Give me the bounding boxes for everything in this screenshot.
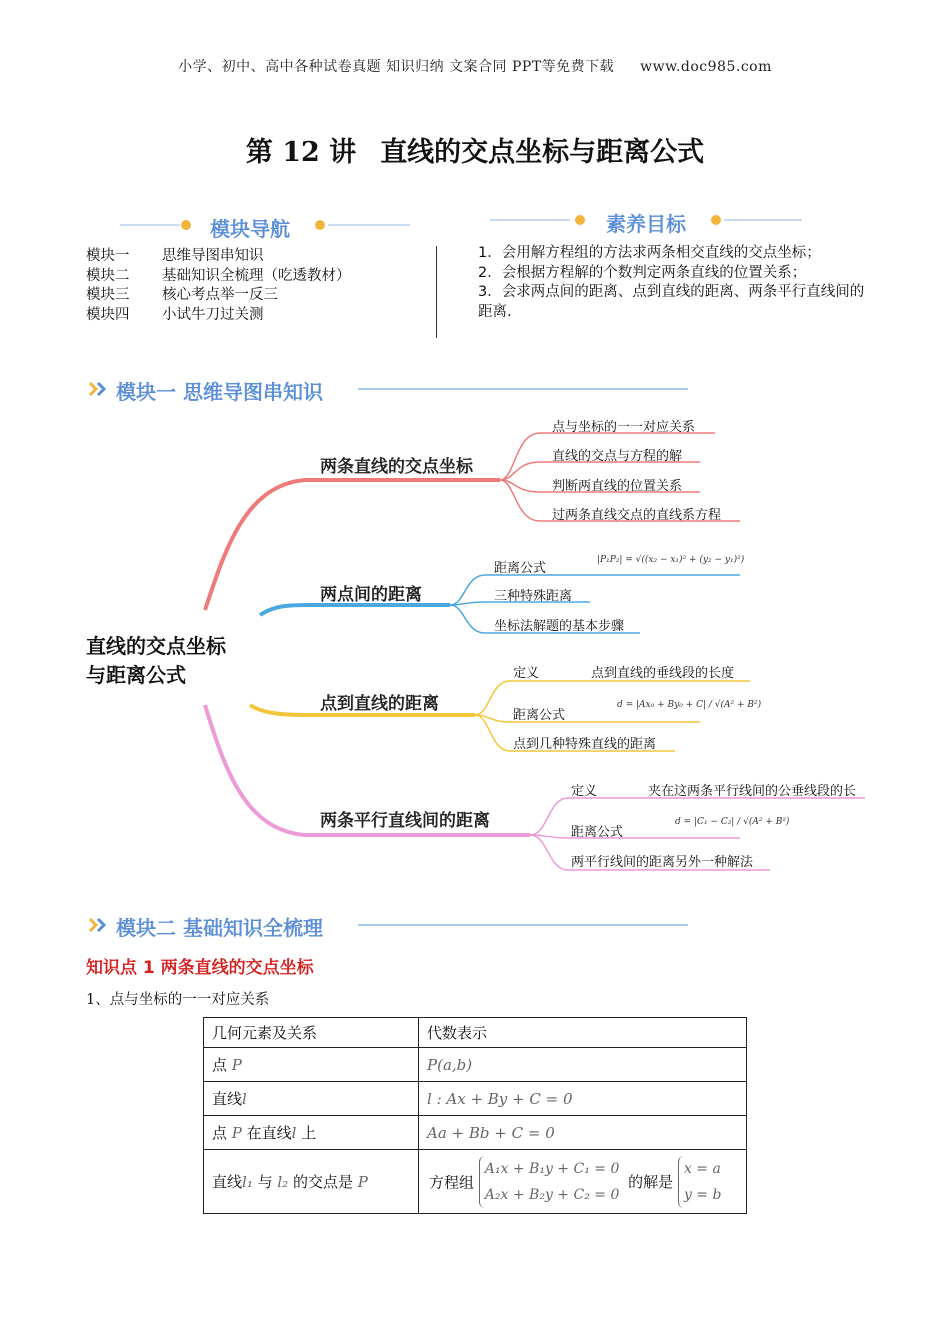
goal-item: 1．会用解方程组的方法求两条相交直线的交点坐标； [478,245,821,261]
b1-leaf: 过两条直线交点的直线系方程 [552,508,722,523]
table-cell: 点 P 在直线l 上 [204,1116,419,1150]
nav-dot-left-icon [181,220,191,230]
module1-title: 模块一 思维导图串知识 [116,380,323,404]
b1-leaf: 点与坐标的一一对应关系 [552,420,696,435]
nav-item[interactable]: 模块三 核心考点举一反三 [86,287,278,303]
b2-leaf: 坐标法解题的基本步骤 [494,619,625,634]
b1-leaf: 判断两直线的位置关系 [552,479,683,494]
branch4-label: 两条平行直线间的距离 [320,811,490,831]
b3-leaf: 定义 [513,666,540,681]
table-cell: 直线l [204,1082,419,1116]
goals-dot-left-icon [575,215,585,225]
nav-item[interactable]: 模块四 小试牛刀过关测 [86,306,264,323]
table-row [204,1082,747,1116]
mindmap-root: 直线的交点坐标 与距离公式 [86,634,226,687]
goal-item: 2．会根据方程解的个数判定两条直线的位置关系； [478,264,807,281]
table-cell: Aa + Bb + C = 0 [419,1116,747,1150]
b3-leaf: 点到几种特殊直线的距离 [513,737,657,752]
b3-definition: 点到直线的垂线段的长度 [591,666,735,681]
b4-definition: 夹在这两条平行线间的公垂线段的长 [648,784,857,799]
goals-heading: 素养目标 [606,212,686,236]
table-cell: 方程组 A₁x + B₁y + C₁ = 0 A₂x + B₂y + C₂ = 0 的解是 x = a y = b [419,1150,747,1214]
lecture-number: 第 12 讲 [245,137,357,168]
goal-item: 3．会求两点间的距离、点到直线的距离、两条平行直线间的距离. [478,284,865,320]
module2-title: 模块二 基础知识全梳理 [116,916,323,940]
goals-list [478,244,870,322]
b2-leaf: 三种特殊距离 [494,589,573,604]
b2-leaf: 距离公式 [494,561,547,576]
b1-leaf: 直线的交点与方程的解 [552,449,683,464]
branch3-label: 点到直线的距离 [320,694,439,714]
nav-item[interactable]: 模块二 基础知识全梳理（吃透教材） [86,267,351,284]
page-title [0,130,950,169]
table-header: 几何元素及关系 [204,1018,419,1048]
nav-heading: 模块导航 [210,217,290,241]
table-cell: 点 P [204,1048,419,1082]
knowledge-point-subtitle: 1、点与坐标的一一对应关系 [86,992,270,1008]
table-row [204,1116,747,1150]
table-cell: P(a,b) [419,1048,747,1082]
knowledge-point-title: 知识点 1 两条直线的交点坐标 [86,958,314,978]
equation-system: A₁x + B₁y + C₁ = 0 A₂x + B₂y + C₂ = 0 [479,1156,620,1208]
table-header: 代数表示 [419,1018,747,1048]
divider [436,246,437,338]
table-row [204,1150,747,1214]
b4-formula: d = |C₁ − C₂| / √(A² + B²) [675,817,790,827]
b4-leaf: 定义 [571,784,598,799]
table-cell: 直线l₁ 与 l₂ 的交点是 P [204,1150,419,1214]
header-text: 小学、初中、高中各种试卷真题 知识归纳 文案合同 PPT等免费下载 [178,59,615,75]
header-url[interactable]: www.doc985.com [640,59,772,75]
b4-leaf: 两平行线间的距离另外一种解法 [571,855,754,870]
b4-leaf: 距离公式 [571,825,624,840]
branch2-label: 两点间的距离 [320,585,422,605]
solution-system: x = a y = b [678,1156,722,1208]
goals-dot-right-icon [711,215,721,225]
nav-item[interactable]: 模块一 思维导图串知识 [86,248,264,264]
table-row [204,1048,747,1082]
page-header [0,56,950,76]
lecture-topic: 直线的交点坐标与距离公式 [380,137,705,168]
b2-formula: |P₁P₂| = √((x₂ − x₁)² + (y₂ − y₁)²) [597,555,745,565]
coordinate-table [203,1017,747,1214]
module-nav-list [86,247,351,325]
table-header-row [204,1018,747,1048]
branch1-label: 两条直线的交点坐标 [320,457,473,477]
nav-dot-right-icon [315,220,325,230]
table-cell: l : Ax + By + C = 0 [419,1082,747,1116]
branch2-curve [260,605,450,615]
b3-formula: d = |Ax₀ + By₀ + C| / √(A² + B²) [617,700,762,710]
b3-leaf: 距离公式 [513,708,566,723]
